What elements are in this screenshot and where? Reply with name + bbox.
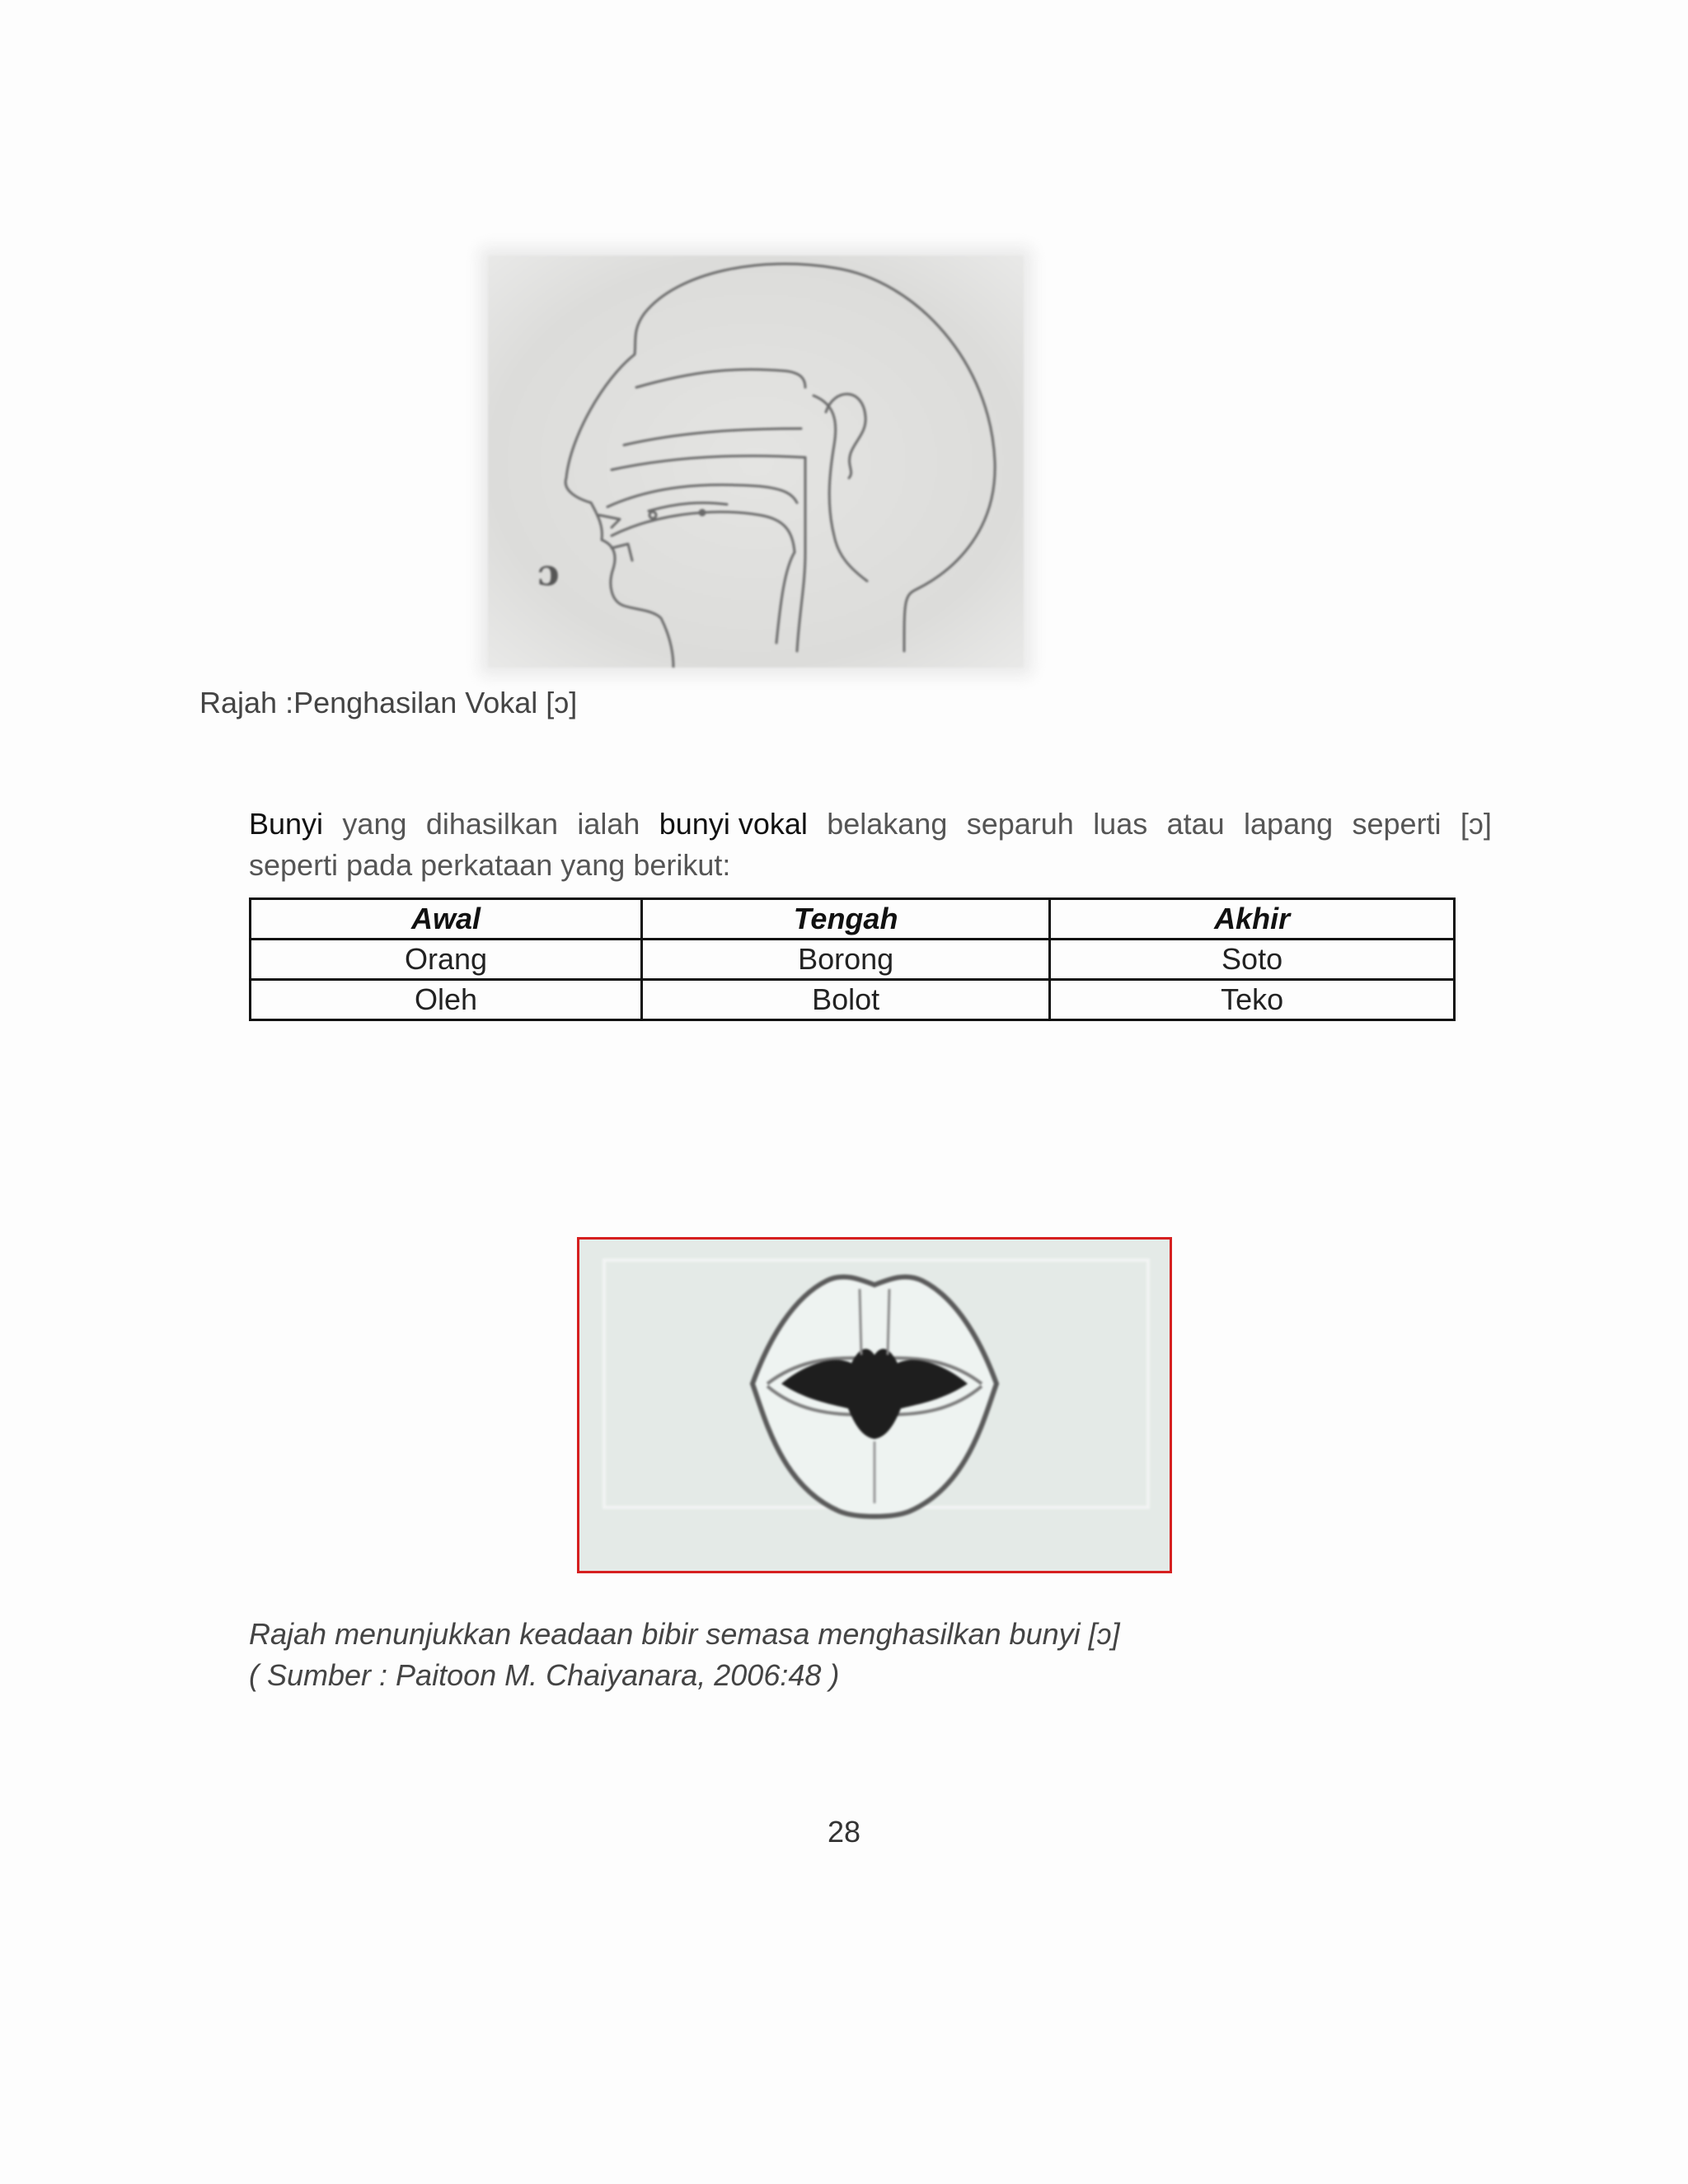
table-header-row <box>251 899 1455 940</box>
body-paragraph <box>249 804 1492 886</box>
column-header-awal: Awal <box>251 899 642 940</box>
paragraph-word: ialah <box>577 807 640 841</box>
table-cell: Oleh <box>251 980 642 1020</box>
paragraph-word: bunyi vokal <box>659 807 808 841</box>
table-cell: Bolot <box>642 980 1050 1020</box>
paragraph-word: atau <box>1166 807 1225 841</box>
figure-caption: Rajah :Penghasilan Vokal [ɔ] <box>199 686 578 719</box>
paragraph-line-1 <box>249 804 1492 845</box>
paragraph-word: [ɔ] <box>1460 807 1492 841</box>
word-table <box>249 898 1456 1021</box>
table-cell: Teko <box>1050 980 1455 1020</box>
paragraph-word: seperti <box>1352 807 1442 841</box>
paragraph-word: separuh <box>966 807 1074 841</box>
table-cell: Borong <box>642 940 1050 980</box>
source-citation: ( Sumber : Paitoon M. Chaiyanara, 2006:48 ) <box>249 1658 840 1692</box>
table-row <box>251 980 1455 1020</box>
column-header-tengah: Tengah <box>642 899 1050 940</box>
paragraph-word: luas <box>1093 807 1148 841</box>
caption-line: Rajah menunjukkan keadaan bibir semasa menghasilkan bunyi [ɔ] <box>249 1617 1120 1651</box>
table-row <box>251 940 1455 980</box>
column-header-akhir: Akhir <box>1050 899 1455 940</box>
vocal-tract-diagram <box>488 255 1024 668</box>
table-cell: Orang <box>251 940 642 980</box>
paragraph-word: belakang <box>827 807 948 841</box>
table-cell: Soto <box>1050 940 1455 980</box>
page-number: 28 <box>827 1815 861 1849</box>
paragraph-word: dihasilkan <box>425 807 558 841</box>
paragraph-word: lapang <box>1244 807 1334 841</box>
paragraph-line-2: seperti pada perkataan yang berikut: <box>249 848 731 882</box>
paragraph-word: Bunyi <box>249 807 324 841</box>
paragraph-word: yang <box>342 807 407 841</box>
figure-caption-2 <box>249 1614 1120 1696</box>
phonetic-symbol-label: ɔ <box>537 552 560 594</box>
lips-diagram <box>577 1237 1172 1573</box>
